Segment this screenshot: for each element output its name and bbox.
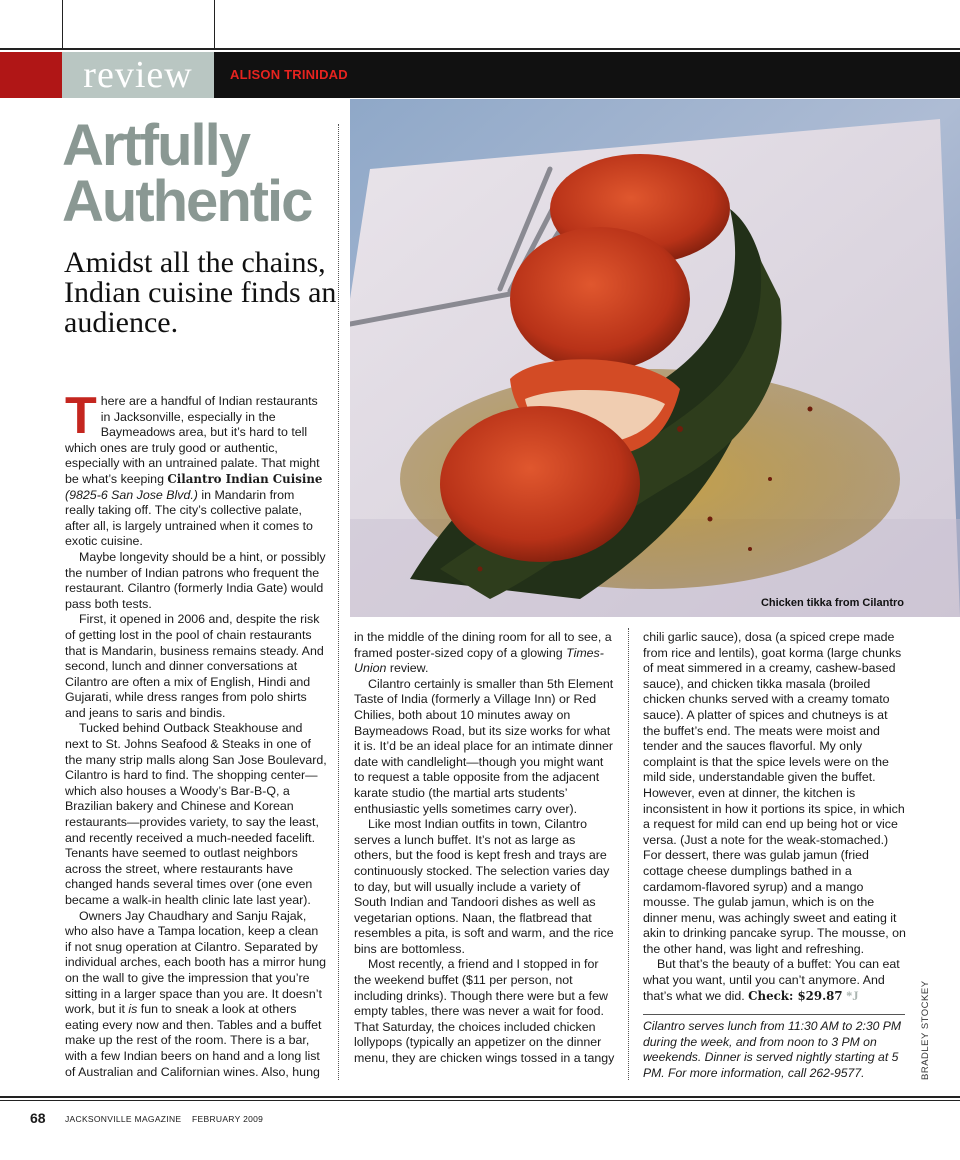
food-photo	[350, 99, 960, 617]
column-divider-1	[338, 124, 339, 1080]
paragraph	[643, 957, 908, 1004]
text-run: here are a handful of Indian restaurants in Jacksonville, especially in the Baymeadows area, but it’s hard to tell which ones are truly good or authentic, especially with an untrained palate. That might be what’s keeping	[65, 394, 320, 486]
header-rule-right	[214, 0, 215, 50]
paragraph: Most recently, a friend and I stopped in for the weekend buffet ($11 per person, not including drinks). Though there were but a few empty tables, there was never a wait for food. That Saturday, the choices included chicken lollypops (typically an appetizer on the dinner menu, they are chicken wings tossed in a tangy	[354, 957, 615, 1066]
footer-rule	[0, 1096, 960, 1098]
article-column-3	[643, 630, 908, 1004]
publication-name: Times-Union	[354, 645, 604, 676]
text-run: in Mandarin from really taking off. The city’s collective palate, after all, is largely untrained when it comes to exotic cuisine.	[65, 487, 313, 549]
deck: Amidst all the chains, Indian cuisine finds an audience.	[64, 246, 337, 339]
headline-line-2: Authentic	[62, 169, 312, 234]
footer-rule-thin	[0, 1100, 960, 1101]
end-mark: *J	[846, 988, 859, 1003]
photo-caption: Chicken tikka from Cilantro	[760, 597, 904, 609]
article-column-1	[65, 387, 327, 1080]
paragraph	[65, 909, 327, 1081]
text-run: But that’s the beauty of a buffet: You can eat what you want, until you can’t anymore. And that’s what we did.	[643, 957, 900, 1003]
text-run: fun to sneak a look at others eating every now and then. Tables and a buffet make up the rest of the room. There is a bar, with a few Indian beers on hand and a long list of Australian and Californian wines. Also, hung	[65, 1002, 322, 1079]
paragraph: Maybe longevity should be a hint, or possibly the number of Indian patrons who frequent the restaurant. Cilantro (formerly India Gate) would pass both tests.	[65, 549, 326, 611]
paragraph: chili garlic sauce), dosa (a spiced crepe made from rice and lentils), goat korma (large chunks of meat simmered in a creamy, cashew-based sauce), and chicken tikka masala (broiled chicken chunks served with a creamy tomato sauce). A platter of spices and chutneys is at the buffet’s end. The meats were moist and tender and the sauces flavorful. My only complaint is that the spice levels were on the mild side, understandable given the buffet. However, even at dinner, the kitchen is inconsistent in how it portions its spice, in which a request for mild can end up being hot or vice versa. (Just a note for the weak-stomached.) For dessert, there was gulab jamun (fried cottage cheese dumplings bathed in a cardamom-flavored syrup) and a mango mousse. The gulab jamun, which is on the dinner menu, was achingly sweet and eating it akin to drinking pancake syrup. The mousse, on the other hand, was light and refreshing.	[643, 630, 906, 956]
text-run: Owners Jay Chaudhary and Sanju Rajak, who also have a Tampa location, keep a clean if not snug operation at Cilantro. Separated by individual arches, each booth has a mirror hung on the wall to give the impression that you’re sitting in a larger space than you are. It doesn’t work, but it	[65, 908, 327, 1017]
drop-cap: T	[65, 387, 97, 445]
paragraph	[65, 387, 327, 550]
chicken-tikka-illustration	[350, 99, 960, 617]
section-label: review	[62, 52, 214, 98]
check-total: Check: $29.87	[748, 988, 843, 1003]
headline	[62, 113, 352, 234]
restaurant-name: Cilantro Indian Cuisine	[167, 471, 323, 486]
info-rule	[643, 1014, 905, 1015]
paragraph: Cilantro certainly is smaller than 5th Element Taste of India (formerly a Village Inn) or Red Chilies, both about 10 minutes away on Baymeadows Road, but its size works for what it is. It’d be an ideal place for an intimate dinner date with candlelight—though you might want to request a table opposite from the adjacent karate studio (the martial arts students’ enthusiastic yells sometimes carry over).	[354, 676, 614, 816]
paragraph: Like most Indian outfits in town, Cilantro serves a lunch buffet. It’s not as large as others, but the food is kept fresh and trays are continuously stocked. The selection varies day to day, but will usually include a variety of South Indian and Tandoori dishes as well as vegetarian options. Naan, the flatbread that resembles a pita, is soft and warm, and the rice bins are bottomless.	[354, 817, 614, 956]
restaurant-info: Cilantro serves lunch from 11:30 AM to 2:30 PM during the week, and from noon to 3 PM on weekends. Dinner is served nightly starting at 5 PM. For more information, call 262-9577.	[643, 1019, 902, 1080]
headline-line-1: Artfully	[62, 113, 249, 178]
page-number: 68	[30, 1110, 46, 1126]
publication-name: JACKSONVILLE MAGAZINE	[65, 1114, 182, 1124]
header-top-rule	[0, 48, 960, 50]
article-column-2	[354, 630, 616, 1067]
section-band-accent	[0, 52, 62, 98]
header-rule-left	[62, 0, 63, 50]
column-divider-2	[628, 628, 629, 1080]
paragraph: Tucked behind Outback Steakhouse and next to St. Johns Seafood & Steaks in one of the many strip malls along San Jose Boulevard, Cilantro is hard to find. The shopping center—which also houses a Woody’s Bar-B-Q, a Brazilian bakery and Chinese and Korean restaurants—provides variety, to say the least, and recently received a much-needed facelift. Tenants have seemed to outlast neighbors across the street, where restaurants have changed hands several times over (one even became a walk-in health clinic late last year).	[65, 721, 327, 907]
restaurant-address: (9825-6 San Jose Blvd.)	[65, 487, 198, 502]
photo-credit: BRADLEY STOCKEY	[920, 980, 931, 1080]
footer-publication	[65, 1114, 267, 1124]
issue-date: FEBRUARY 2009	[192, 1114, 264, 1124]
text-run: in the middle of the dining room for all to see, a framed poster-sized copy of a glowing	[354, 630, 612, 660]
paragraph: First, it opened in 2006 and, despite the risk of getting lost in the pool of chain restaurants that is Mandarin, business remains steady. And second, lunch and dinner conversations at Cilantro are often a mix of English, Hindi and Gujarati, while dress ranges from polo shirts and jeans to saris and bindis.	[65, 612, 324, 720]
footer-separator	[185, 1114, 188, 1124]
text-run: review.	[386, 661, 429, 676]
author-byline: ALISON TRINIDAD	[230, 67, 348, 82]
paragraph	[354, 630, 616, 677]
emphasis: is	[128, 1002, 138, 1017]
